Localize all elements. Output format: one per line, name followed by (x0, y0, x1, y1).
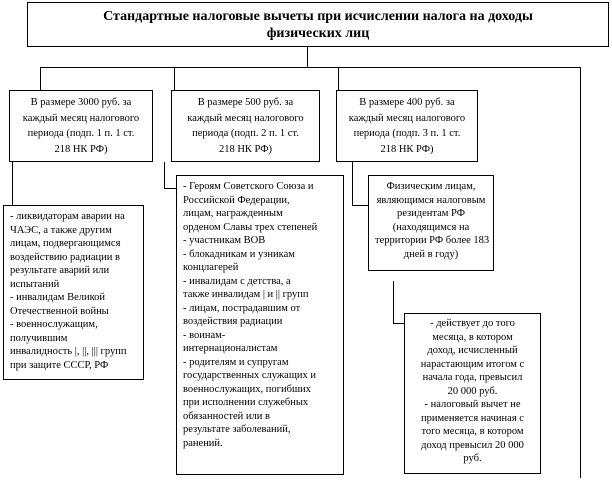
recipient-line: являющимся налоговым (376, 194, 486, 206)
recipient-line: при исполнении служебных (183, 397, 309, 408)
condition-line: - действует до того (430, 318, 515, 329)
recipients-3000-box (3, 205, 144, 380)
recipient-line: - родителям и супругам (183, 356, 289, 368)
drop-line-3000 (40, 67, 41, 90)
recipient-line: результате заболеваний, (183, 424, 291, 435)
drop-line-400 (338, 67, 339, 90)
connector-400-horizontal (352, 205, 368, 206)
diagram-title (27, 2, 609, 47)
category-3000-line: каждый месяц налогового (22, 112, 140, 124)
condition-line: месяца, в котором (432, 331, 513, 343)
recipient-line: военнослужащих, погибших (183, 383, 311, 395)
recipient-line: - инвалидам Великой (10, 292, 106, 303)
category-500-line: каждый месяц налогового (187, 112, 304, 124)
category-500-line: периода (подп. 2 п. 1 ст. (192, 128, 299, 139)
recipient-line: результате аварий или (10, 265, 110, 276)
condition-line: применяется начиная с (421, 412, 524, 424)
condition-line: руб. (463, 453, 482, 464)
recipient-line: орденом Славы трех степеней (183, 221, 318, 233)
recipients-500-box (176, 175, 344, 475)
condition-line: доход, исчисленный (427, 345, 518, 356)
category-400-box (336, 90, 478, 162)
recipient-line: интернационалистам (183, 343, 278, 354)
recipients-400-box (368, 175, 494, 271)
recipient-line: ранений. (183, 437, 223, 449)
recipient-line: территории РФ более 183 (375, 235, 490, 246)
recipient-line: - ликвидаторам аварии на (10, 211, 125, 222)
category-3000-line: периода (подп. 1 п. 1 ст. (27, 128, 135, 139)
recipient-line: государственных служащих и (183, 370, 317, 381)
recipient-line: лицам, награжденным (183, 208, 283, 219)
recipient-line: (находящимся на (392, 221, 470, 233)
category-500-line: В размере 500 руб. за (197, 97, 294, 108)
recipient-line: - воинам- (183, 329, 226, 341)
condition-line: 20 000 руб. (447, 385, 498, 397)
recipient-line: - инвалидам с детства, а (183, 275, 291, 287)
recipient-line: также инвалидам | и || групп (183, 289, 309, 300)
category-500-box (171, 90, 320, 162)
category-400-line: В размере 400 руб. за (359, 97, 455, 108)
recipient-line: воздействию радиации в (10, 251, 120, 263)
recipient-line: - участникам ВОВ (183, 235, 266, 246)
recipient-line: Отечественной войны (10, 305, 109, 317)
drop-line-500 (174, 67, 175, 90)
category-400-line: каждый месяц налогового (348, 112, 466, 124)
recipient-line: - лицам, пострадавшим от (183, 302, 301, 314)
title-line-2: физических лиц (266, 25, 370, 41)
recipient-line: воздействия радиации (183, 316, 283, 327)
recipient-line: получившим (10, 332, 68, 344)
recipient-line: - Героям Советского Союза и (183, 181, 314, 192)
category-400-line: периода (подп. 3 п. 1 ст. (353, 128, 461, 139)
recipient-line: Физическим лицам, (386, 181, 476, 192)
title-line-1: Стандартные налоговые вычеты при исчислении налога на доходы (103, 8, 533, 24)
recipient-line: ЧАЭС, а также другим (10, 224, 112, 236)
recipient-line: - блокадникам и узникам (183, 248, 295, 260)
connector-3000-vertical (12, 162, 13, 205)
recipient-line: инвалидность |, ||, ||| групп (10, 346, 127, 357)
condition-line: - налоговый вычет не (424, 399, 521, 410)
recipient-line: испытаний (10, 278, 60, 290)
connector-400-vertical (352, 162, 353, 205)
condition-line: доход превысил 20 000 (421, 439, 524, 451)
title-down-line (307, 47, 308, 68)
connector-500-vertical (164, 162, 165, 188)
condition-line: нарастающим итогом с (420, 358, 525, 370)
condition-line: начала года, превысил (422, 372, 523, 383)
category-3000-line: В размере 3000 руб. за (30, 97, 132, 108)
recipient-line: дней в году) (403, 248, 459, 260)
category-3000-line: 218 НК РФ) (54, 143, 108, 155)
recipient-line: обязанностей или в (183, 410, 270, 422)
category-400-line: 218 НК РФ) (380, 143, 434, 155)
recipient-line: при защите СССР, РФ (10, 359, 109, 371)
category-3000-box (9, 90, 153, 162)
category-500-line: 218 НК РФ) (218, 143, 273, 155)
recipient-line: - военнослужащим, (10, 319, 98, 330)
connector-500-horizontal (164, 188, 176, 189)
right-border-line (580, 67, 581, 478)
recipient-line: Российской Федерации, (183, 194, 290, 206)
connector-conditions-vertical (393, 281, 394, 323)
condition-line: того месяца, в котором (421, 426, 524, 437)
conditions-400-box (404, 313, 541, 474)
recipient-line: резидентам РФ (396, 208, 466, 219)
recipient-line: концлагерей (183, 262, 239, 273)
recipient-line: лицам, подвергающимся (10, 238, 121, 249)
top-connector-line (40, 67, 581, 68)
